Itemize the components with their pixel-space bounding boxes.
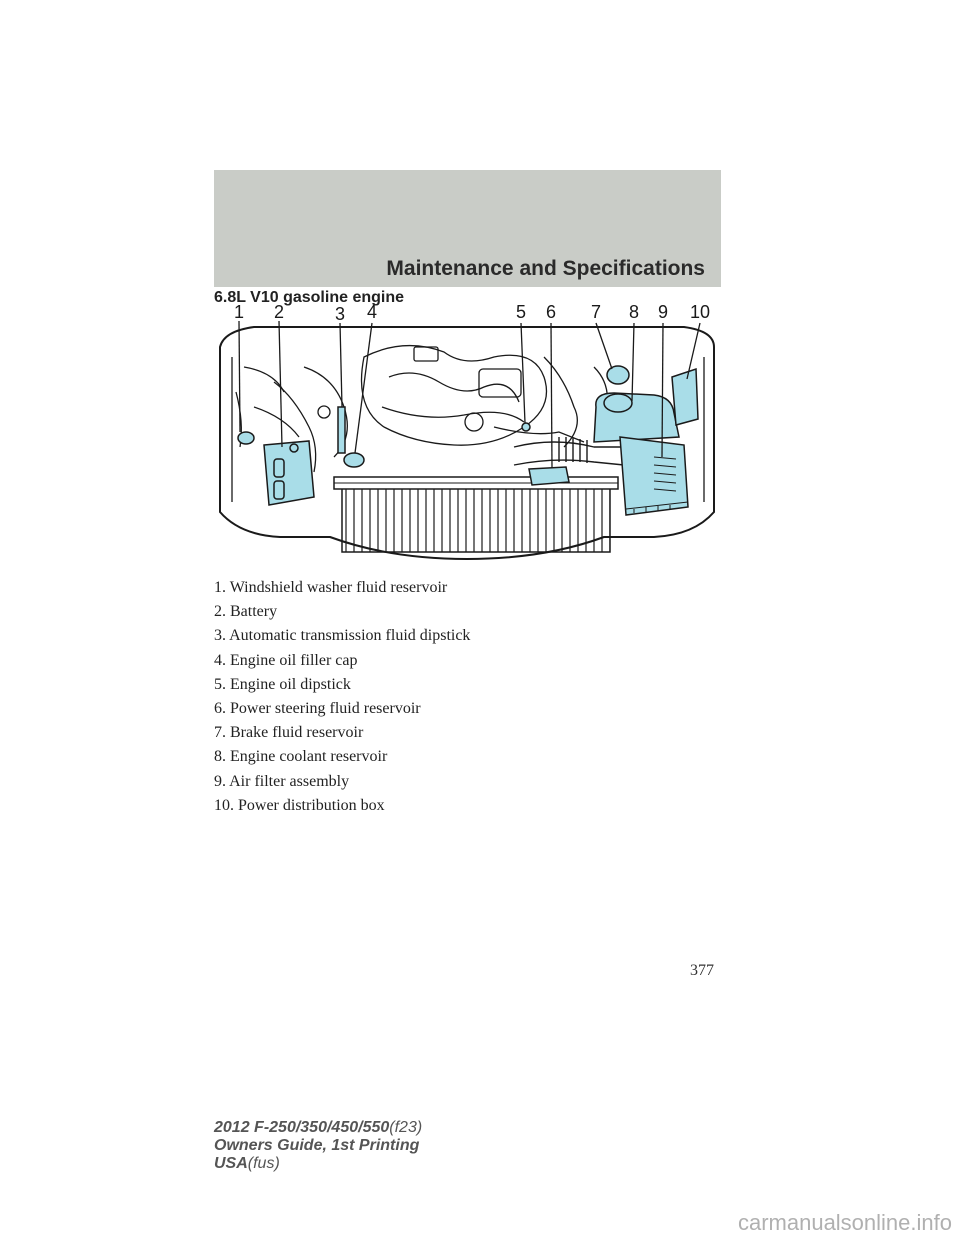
callout-number: 2 <box>273 302 285 322</box>
section-title: 6.8L V10 gasoline engine <box>214 289 404 306</box>
callout-number: 9 <box>657 302 669 322</box>
callout-number: 4 <box>366 302 378 322</box>
legend-item: 6. Power steering fluid reservoir <box>214 700 421 718</box>
footer-line-2: Owners Guide, 1st Printing <box>214 1137 420 1154</box>
watermark[interactable]: carmanualsonline.info <box>737 1210 952 1235</box>
oil-dipstick <box>522 423 530 431</box>
callout-number: 3 <box>334 304 346 324</box>
battery <box>264 441 314 505</box>
footer-line-3: USA(fus) <box>214 1155 280 1172</box>
oil-filler-cap <box>344 453 364 467</box>
legend-item: 3. Automatic transmission fluid dipstick <box>214 627 471 645</box>
callout-number: 1 <box>233 302 245 322</box>
washer-reservoir-cap <box>238 432 254 444</box>
callout-number: 7 <box>590 302 602 322</box>
callout-number: 5 <box>515 302 527 322</box>
legend-item: 4. Engine oil filler cap <box>214 651 358 669</box>
power-distribution-box <box>672 369 698 425</box>
legend-item: 5. Engine oil dipstick <box>214 675 351 693</box>
footer-line-1: 2012 F-250/350/450/550(f23) <box>214 1119 423 1136</box>
power-steering-reservoir <box>529 467 569 485</box>
legend-item: 7. Brake fluid reservoir <box>214 724 364 742</box>
callout-number: 8 <box>628 302 640 322</box>
legend-item: 10. Power distribution box <box>214 796 385 814</box>
callout-legend <box>214 576 470 818</box>
transmission-dipstick <box>338 407 345 453</box>
legend-item: 8. Engine coolant reservoir <box>214 748 388 766</box>
legend-item: 1. Windshield washer fluid reservoir <box>214 579 448 596</box>
callout-numbers <box>234 302 710 324</box>
callout-number: 10 <box>689 302 711 322</box>
section-header-band <box>214 170 721 287</box>
document-footer <box>214 1119 422 1173</box>
callout-number: 6 <box>545 302 557 322</box>
engine-compartment-diagram <box>214 297 721 570</box>
chapter-title: Maintenance and Specifications <box>386 257 705 280</box>
legend-item: 9. Air filter assembly <box>214 772 350 790</box>
legend-item: 2. Battery <box>214 603 278 621</box>
page-number: 377 <box>690 962 714 979</box>
brake-fluid-reservoir <box>607 366 629 384</box>
radiator <box>334 477 618 552</box>
